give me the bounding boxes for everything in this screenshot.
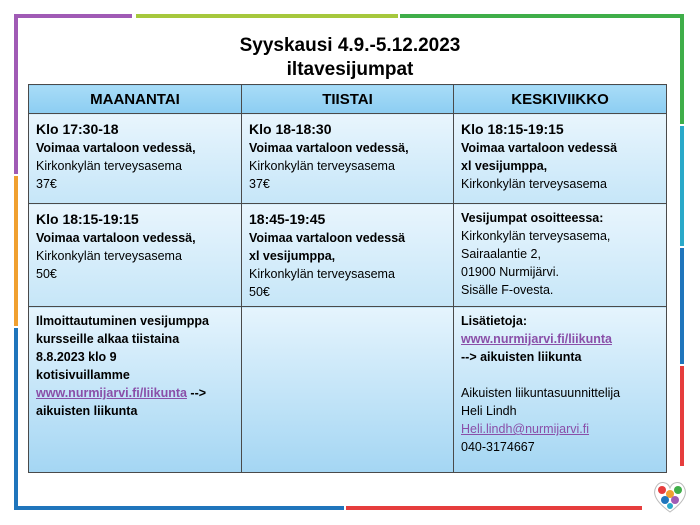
class-name: Voimaa vartaloon vedessä,	[36, 231, 196, 245]
signup-line-1: Ilmoittautuminen vesijumppa	[36, 314, 209, 328]
price-text: 50€	[36, 267, 57, 281]
frame-bottom-blue	[14, 506, 344, 510]
time-text: Klo 18:15-19:15	[36, 211, 139, 227]
cell-mon-3	[29, 307, 242, 473]
header-wednesday: KESKIVIIKKO	[454, 85, 667, 114]
cell-mon-1	[29, 114, 242, 204]
address-line-2: Sairaalantie 2,	[461, 247, 541, 261]
header-tuesday: TIISTAI	[242, 85, 454, 114]
signup-link[interactable]: www.nurmijarvi.fi/liikunta	[36, 386, 187, 400]
cell-mon-2	[29, 204, 242, 307]
signup-line-3: 8.8.2023 klo 9	[36, 350, 117, 364]
frame-top-green2	[400, 14, 682, 18]
time-text: 18:45-19:45	[249, 211, 326, 227]
price-text: 37€	[249, 177, 270, 191]
place-text: Kirkonkylän terveysasema	[249, 267, 395, 281]
class-name: Voimaa vartaloon vedessä,	[36, 141, 196, 155]
address-line-4: Sisälle F-ovesta.	[461, 283, 554, 297]
frame-right-blue	[680, 248, 684, 364]
contact-email[interactable]: Heli.lindh@nurmijarvi.fi	[461, 422, 590, 436]
contact-name: Heli Lindh	[461, 404, 517, 418]
class-name-2: xl vesijumppa,	[249, 249, 336, 263]
class-name: Voimaa vartaloon vedessä	[249, 231, 406, 245]
place-text: Kirkonkylän terveysasema	[461, 177, 607, 191]
page-title-line1: Syyskausi 4.9.-5.12.2023	[239, 35, 461, 56]
schedule-table	[28, 84, 667, 473]
page-title-line2: iltavesijumpat	[286, 59, 414, 80]
contact-phone: 040-3174667	[461, 440, 535, 454]
cell-wed-3	[454, 307, 667, 473]
cell-tue-3	[242, 307, 454, 473]
cell-wed-2	[454, 204, 667, 307]
info-arrow-line: --> aikuisten liikunta	[461, 350, 582, 364]
class-name: Voimaa vartaloon vedessä	[461, 141, 618, 155]
info-heading: Lisätietoja:	[461, 314, 527, 328]
time-text: Klo 18:15-19:15	[461, 121, 564, 137]
frame-right-cyan	[680, 126, 684, 246]
header-monday: MAANANTAI	[29, 85, 242, 114]
class-name-2: xl vesijumppa,	[461, 159, 548, 173]
cell-tue-2	[242, 204, 454, 307]
address-heading: Vesijumpat osoitteessa:	[461, 211, 604, 225]
price-text: 37€	[36, 177, 57, 191]
cell-wed-1	[454, 114, 667, 204]
place-text: Kirkonkylän terveysasema	[36, 249, 182, 263]
contact-role: Aikuisten liikuntasuunnittelija	[461, 386, 621, 400]
signup-link-line	[36, 384, 234, 402]
frame-left-blue	[14, 328, 18, 508]
place-text: Kirkonkylän terveysasema	[36, 159, 182, 173]
time-text: Klo 17:30-18	[36, 121, 119, 137]
info-link[interactable]: www.nurmijarvi.fi/liikunta	[461, 332, 612, 346]
signup-line-4: kotisivuillamme	[36, 368, 130, 382]
place-text: Kirkonkylän terveysasema	[249, 159, 395, 173]
cell-tue-1	[242, 114, 454, 204]
heart-logo-icon	[650, 476, 690, 516]
frame-left-orange	[14, 176, 18, 326]
signup-line-2: kursseille alkaa tiistaina	[36, 332, 180, 346]
frame-top-green	[136, 14, 398, 18]
address-line-1: Kirkonkylän terveysasema,	[461, 229, 611, 243]
address-line-3: 01900 Nurmijärvi.	[461, 265, 559, 279]
class-name: Voimaa vartaloon vedessä,	[249, 141, 409, 155]
price-text: 50€	[249, 285, 270, 299]
signup-line-5: aikuisten liikunta	[36, 404, 138, 418]
frame-top-purple	[14, 14, 132, 18]
frame-right-red	[680, 366, 684, 466]
schedule-row-3	[29, 307, 667, 473]
signup-arrow: -->	[186, 386, 207, 400]
schedule-row-1	[29, 114, 667, 204]
header-row	[29, 85, 667, 114]
schedule-row-2	[29, 204, 667, 307]
frame-bottom-red	[346, 506, 642, 510]
time-text: Klo 18-18:30	[249, 121, 332, 137]
